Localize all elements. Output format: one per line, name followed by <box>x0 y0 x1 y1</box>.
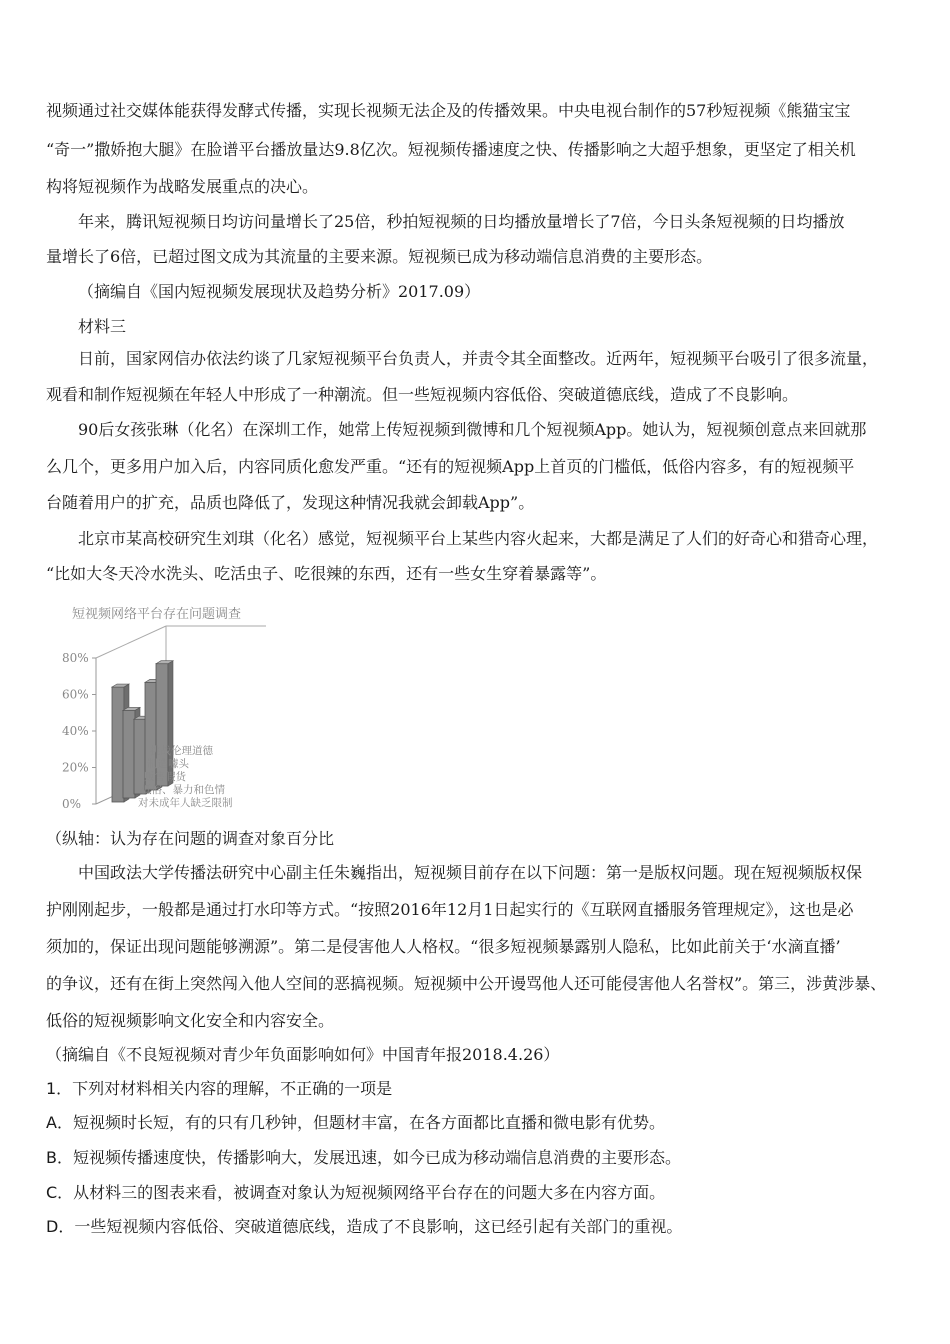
source-citation: （摘编自《不良短视频对青少年负面影响如何》中国青年报2018.4.26） <box>46 1045 560 1064</box>
chart-y-tick-label: 80% <box>62 651 89 665</box>
text-line: 年来，腾讯短视频日均访问量增长了25倍，秒拍短视频的日均播放量增长了7倍，今日头条短视频的日均播放 <box>78 212 845 231</box>
chart-caption: （纵轴：认为存在问题的调查对象百分比 <box>46 829 335 848</box>
chart-category-label: 对未成年人缺乏限制 <box>138 797 233 809</box>
option-c[interactable]: C．从材料三的图表来看，被调查对象认为短视频网络平台存在的问题大多在内容方面。 <box>46 1183 666 1202</box>
chart-bar <box>112 687 124 802</box>
text-line: 北京市某高校研究生刘琪（化名）感觉，短视频平台上某些内容火起来，大都是满足了人们的好奇心和猎奇心理， <box>78 529 879 548</box>
chart-y-tick-label: 0% <box>62 797 82 811</box>
option-d[interactable]: D．一些短视频内容低俗、突破道德底线，造成了不良影响，这已经引起有关部门的重视。 <box>46 1217 683 1236</box>
chart-category-label: 贩售假货 <box>144 771 186 783</box>
chart-category-label: 挑战伦理道德 <box>150 745 213 757</box>
text-line: 90后女孩张琳（化名）在深圳工作，她常上传短视频到微博和几个短视频App。她认为，短视频创意点来回就那 <box>78 420 867 439</box>
option-b[interactable]: B．短视频传播速度快，传播影响大，发展迅速，如今已成为移动端信息消费的主要形态。 <box>46 1148 681 1167</box>
option-a[interactable]: A．短视频时长短，有的只有几秒钟，但题材丰富，在各方面都比直播和微电影有优势。 <box>46 1113 665 1132</box>
text-line: 么几个，更多用户加入后，内容同质化愈发严重。“还有的短视频App上首页的门槛低，低俗内容多，有的短视频平 <box>46 457 855 476</box>
source-citation: （摘编自《国内短视频发展现状及趋势分析》2017.09） <box>78 282 481 301</box>
text-line: 量增长了6倍，已超过图文成为其流量的主要来源。短视频已成为移动端信息消费的主要形态。 <box>46 247 713 266</box>
text-line: 视频通过社交媒体能获得发酵式传播，实现长视频无法企及的传播效果。中央电视台制作的57秒短视频《熊猫宝宝 <box>46 101 851 120</box>
chart-y-tick-label: 60% <box>62 687 89 702</box>
text-line: “比如大冬天冷水洗头、吃活虫子、吃很辣的东西，还有一些女生穿着暴露等”。 <box>46 564 607 583</box>
chart-bar <box>123 710 135 798</box>
chart-title: 短视频网络平台存在问题调查 <box>72 607 242 622</box>
text-line: 日前，国家网信办依法约谈了几家短视频平台负责人，并责令其全面整改。近两年，短视频平台吸引了很多流量， <box>78 349 879 368</box>
chart-category-label: 低俗、暴力和色情 <box>141 784 225 796</box>
text-line: 中国政法大学传播法研究中心副主任朱巍指出，短视频目前存在以下问题：第一是版权问题。现在短视频版权保 <box>78 863 863 882</box>
text-line: 护刚刚起步，一般都是通过打水印等方式。“按照2016年12月1日起实行的《互联网直播服务管理规定》，这也是必 <box>46 900 854 919</box>
section-heading: 材料三 <box>78 317 127 336</box>
text-line: “奇一”撒娇抱大腿》在脸谱平台播放量达9.8亿次。短视频传播速度之快、传播影响之大超乎想象，更坚定了相关机 <box>46 140 856 159</box>
text-line: 构将短视频作为战略发展重点的决心。 <box>46 177 319 196</box>
chart-y-tick-label: 40% <box>62 724 89 738</box>
text-line: 观看和制作短视频在年轻人中形成了一种潮流。但一些短视频内容低俗、突破道德底线，造成了不良影响。 <box>46 385 799 404</box>
chart-category-label: 制造噱头 <box>147 758 189 770</box>
chart-y-tick-label: 20% <box>62 760 89 775</box>
survey-bar-chart <box>46 598 286 818</box>
text-line: 的争议，还有在街上突然闯入他人空间的恶搞视频。短视频中公开谩骂他人还可能侵害他人名誉权”。第三，涉黄涉暴、 <box>46 974 887 993</box>
chart-top-edge <box>96 626 166 658</box>
text-line: 台随着用户的扩充，品质也降低了，发现这种情况我就会卸载App”。 <box>46 493 535 512</box>
text-line: 须加的，保证出现问题能够溯源”。第二是侵害他人人格权。“很多短视频暴露别人隐私，比如此前关于‘水滴直播’ <box>46 937 841 956</box>
question-stem: 1．下列对材料相关内容的理解，不正确的一项是 <box>46 1079 393 1098</box>
text-line: 低俗的短视频影响文化安全和内容安全。 <box>46 1011 335 1030</box>
chart-legend <box>138 744 233 809</box>
